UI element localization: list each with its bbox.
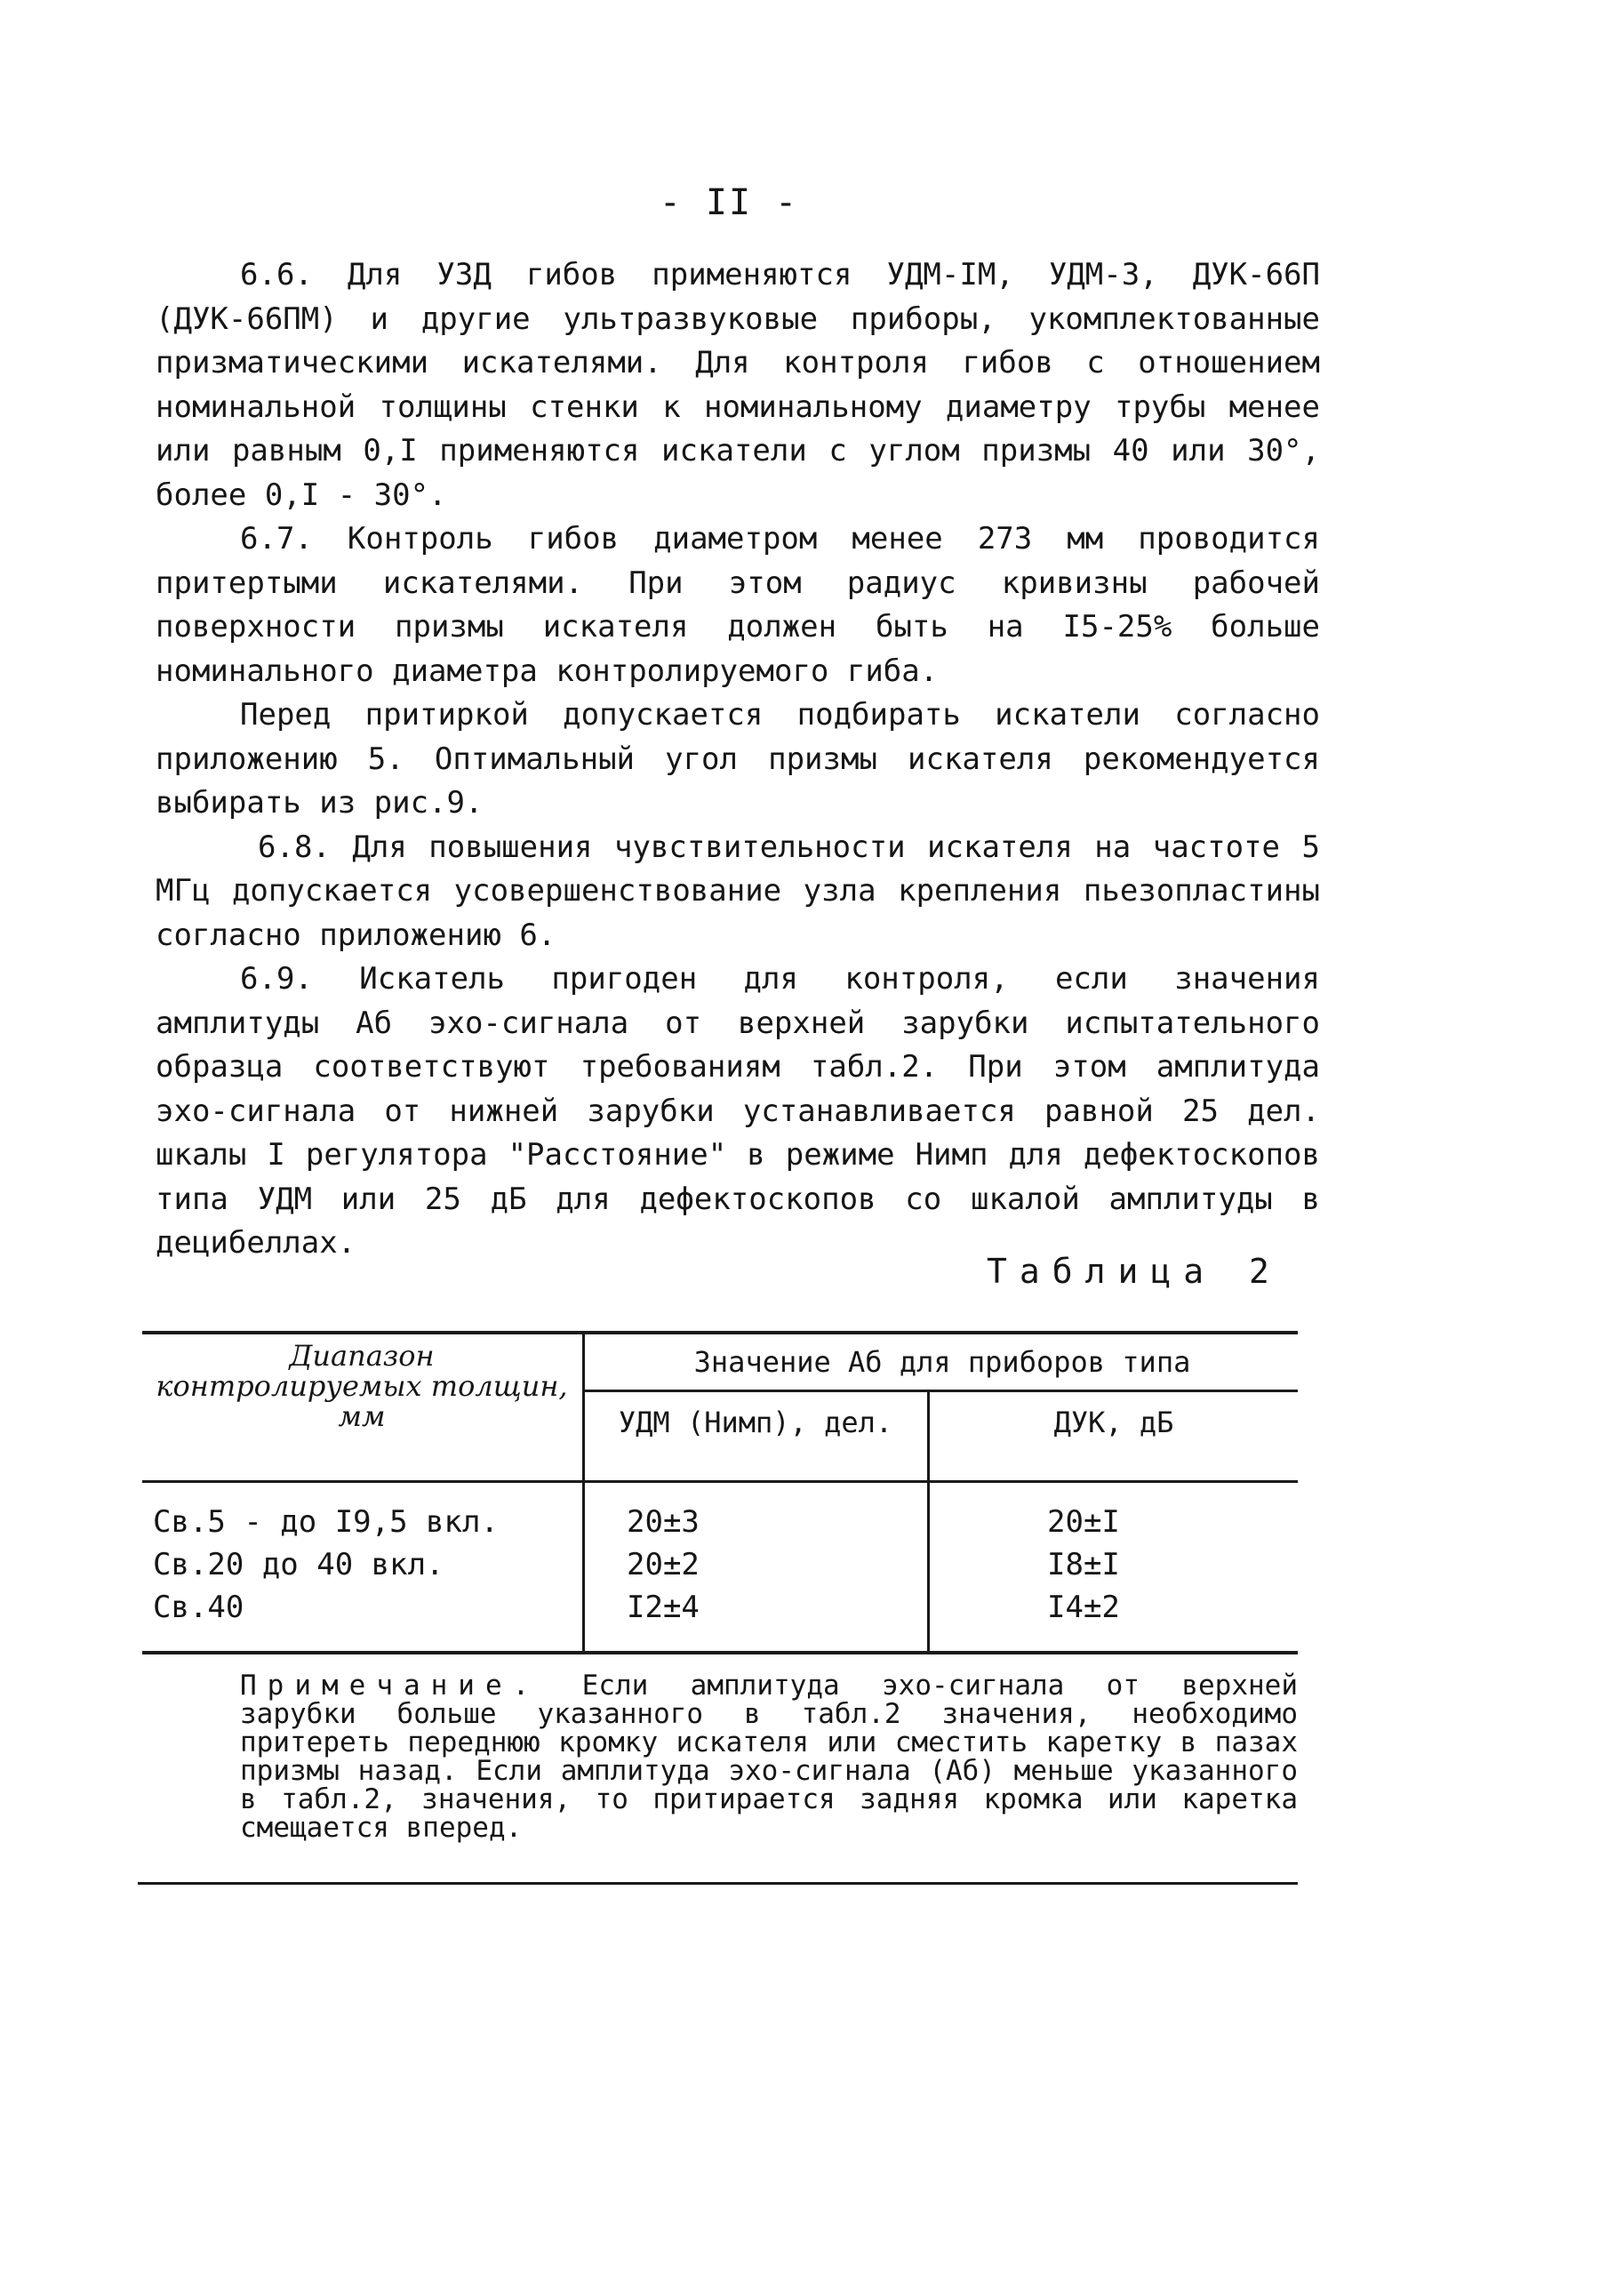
paragraph-6-6: 6.6. Для УЗД гибов применяются УДМ-IМ, УДМ-3, ДУК-66П (ДУК-66ПМ) и другие ультразвуковые приборы, укомплектованные призматическими искателями. Для контроля гибов с отношением номинальной толщины стенки к номинальному диаметру трубы менее или равным 0,I применяются искатели с углом призмы 40 или 30°, более 0,I - 30°. <box>156 257 1320 513</box>
table-subheader-duk: ДУК, дБ <box>1053 1406 1174 1439</box>
table-header-bottom-rule <box>142 1480 1298 1483</box>
table-row-3-duk: I4±2 <box>1047 1590 1120 1625</box>
table-row-1-range: Св.5 - до I9,5 вкл. <box>153 1504 499 1540</box>
table-subheader-udm: УДМ (Нимп), дел. <box>618 1406 893 1439</box>
table-col-divider-1 <box>582 1331 585 1653</box>
paragraph-6-9: 6.9. Искатель пригоден для контроля, если значения амплитуды Аб эхо-сигнала от верхней зарубки испытательного образца соответствуют требованиям табл.2. При этом амплитуда эхо-сигнала от нижней зарубки устанавливается равной 25 дел. шкалы I регулятора "Расстояние" в режиме Нимп для дефектоскопов типа УДМ или 25 дБ для дефектоскопов со шкалой амплитуды в децибеллах. <box>156 961 1320 1261</box>
table-bottom-rule <box>142 1651 1298 1654</box>
body-text <box>156 253 1320 1266</box>
table-header-group: Значение Аб для приборов типа <box>693 1345 1191 1379</box>
note-label: Примечание. <box>240 1670 540 1702</box>
paragraph-6-8: 6.8. Для повышения чувствительности искателя на частоте 5 МГц допускается усовершенствование узла крепления пьезопластины согласно приложению 6. <box>156 829 1320 953</box>
note-paragraph <box>240 1671 1298 1842</box>
table-row-1-duk: 20±I <box>1047 1504 1120 1540</box>
table-note <box>240 1671 1298 1842</box>
table-row-2-range: Св.20 до 40 вкл. <box>153 1547 444 1582</box>
note-text: Если амплитуда эхо-сигнала от верхней зарубки больше указанного в табл.2 значения, необходимо притереть переднюю кромку искателя или сместить каретку в пазах призмы назад. Если амплитуда эхо-сигнала (Аб) меньше указанного в табл.2, значения, то притирается задняя кромка или каретка смещается вперед. <box>240 1670 1298 1844</box>
table-caption: Таблица 2 <box>987 1252 1282 1291</box>
table-row-2-udm: 20±2 <box>627 1547 700 1582</box>
table-row-3-range: Св.40 <box>153 1590 244 1625</box>
paragraph-6-7: 6.7. Контроль гибов диаметром менее 273 мм проводится притертыми искателями. При этом радиус кривизны рабочей поверхности призмы искателя должен быть на I5-25% больше номинального диаметра контролируемого гиба. <box>156 521 1320 689</box>
page-number: - II - <box>659 182 799 223</box>
paragraph-before-fitting: Перед притиркой допускается подбирать искатели согласно приложению 5. Оптимальный угол призмы искателя рекомендуется выбирать из рис.9. <box>156 697 1320 821</box>
table-top-rule <box>142 1331 1298 1334</box>
page-bottom-rule <box>138 1882 1298 1885</box>
table-subheader-rule <box>582 1390 1298 1392</box>
table-col-divider-2 <box>927 1390 930 1653</box>
table-row-2-duk: I8±I <box>1047 1547 1120 1582</box>
table-row-1-udm: 20±3 <box>627 1504 700 1540</box>
table-row-3-udm: I2±4 <box>627 1590 700 1625</box>
table-header-thickness: Диапазон контролируемых толщин, мм <box>156 1339 568 1433</box>
